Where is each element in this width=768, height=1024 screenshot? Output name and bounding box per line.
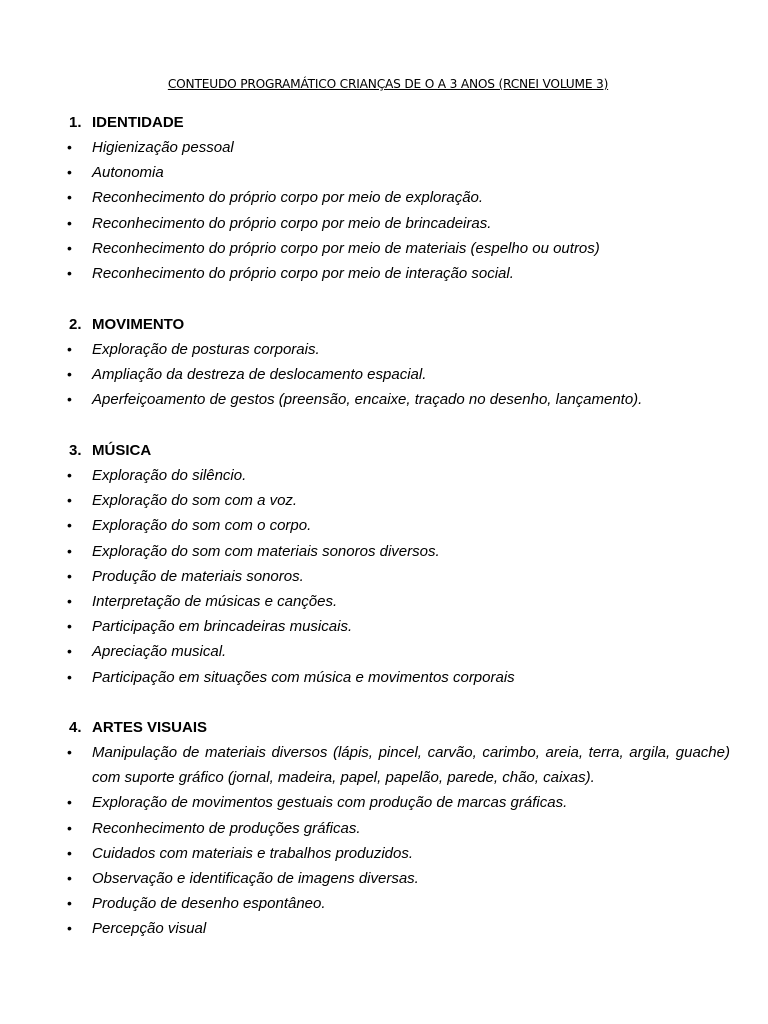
bullet-icon: • [67, 870, 72, 887]
list-item-text: Exploração de movimentos gestuais com produção de marcas gráficas. [92, 794, 568, 812]
section-number: 4. [69, 719, 82, 736]
bullet-icon: • [67, 794, 72, 811]
list-item [0, 665, 768, 690]
list-item-text: Interpretação de músicas e canções. [92, 593, 338, 611]
bullet-icon: • [67, 139, 72, 155]
bullet-icon: • [67, 467, 72, 483]
list-item [0, 261, 768, 286]
list-item-text: Reconhecimento do próprio corpo por meio de brincadeiras. [92, 214, 492, 232]
bullet-icon: • [67, 819, 72, 836]
list-item-text: Autonomia [92, 164, 164, 182]
list-item [0, 362, 768, 387]
list-item [0, 488, 768, 513]
section-artes-visuais [0, 715, 768, 942]
section-title: ARTES VISUAIS [92, 719, 208, 736]
list-item [0, 539, 768, 564]
list-item [0, 891, 768, 916]
list-item [0, 589, 768, 614]
list-item-text: Reconhecimento do próprio corpo por meio de materiais (espelho ou outros) [92, 239, 600, 257]
bullet-icon: • [67, 517, 72, 534]
list-item [0, 513, 768, 538]
list-item [0, 463, 768, 488]
section-movimento [0, 312, 768, 413]
list-item-text: Participação em brincadeiras musicais. [92, 618, 353, 636]
list-item [0, 841, 768, 866]
list-item-text: Exploração do som com a voz. [92, 492, 298, 510]
bullet-icon: • [67, 265, 72, 282]
list-item [0, 211, 768, 236]
bullet-icon: • [67, 366, 72, 383]
list-item [0, 816, 768, 841]
section-heading [0, 312, 768, 337]
bullet-icon: • [67, 391, 72, 408]
section-heading [0, 715, 768, 740]
section-title: MÚSICA [92, 442, 152, 459]
list-item [0, 337, 768, 362]
list-item [0, 614, 768, 639]
bullet-icon: • [67, 492, 72, 509]
bullet-icon: • [67, 542, 72, 559]
list-item [0, 740, 768, 790]
bullet-icon: • [67, 593, 72, 610]
list-item-text: Reconhecimento do próprio corpo por meio de interação social. [92, 265, 514, 283]
bullet-icon: • [67, 643, 72, 660]
bullet-icon: • [67, 341, 72, 357]
list-item [0, 135, 768, 160]
section-heading [0, 438, 768, 463]
list-item [0, 639, 768, 664]
list-item [0, 866, 768, 891]
list-item-text: Ampliação da destreza de deslocamento espacial. [92, 366, 427, 384]
list-item [0, 185, 768, 210]
list-item-text: Apreciação musical. [92, 643, 227, 661]
bullet-icon: • [67, 895, 72, 912]
section-number: 3. [69, 442, 82, 459]
section-number: 2. [69, 316, 82, 333]
list-item [0, 387, 768, 412]
list-item-text: Produção de materiais sonoros. [92, 567, 304, 585]
bullet-icon: • [67, 744, 72, 760]
section-heading [0, 110, 768, 135]
list-item-text: Manipulação de materiais diversos (lápis, pincel, carvão, carimbo, areia, terra, argila, guache) com suporte gráfico (jornal, madeira, papel, papelão, parede, chão, caixas). [92, 744, 730, 787]
list-item-text: Higienização pessoal [92, 139, 234, 156]
list-item-text: Reconhecimento de produções gráficas. [92, 819, 361, 837]
bullet-icon: • [67, 668, 72, 685]
bullet-icon: • [67, 214, 72, 231]
bullet-icon: • [67, 920, 72, 937]
bullet-icon: • [67, 618, 72, 635]
list-item-text: Exploração do silêncio. [92, 467, 247, 484]
bullet-icon: • [67, 567, 72, 584]
list-item-text: Participação em situações com música e movimentos corporais [92, 668, 515, 686]
section-number: 1. [69, 114, 82, 131]
list-item-text: Reconhecimento do próprio corpo por meio de exploração. [92, 189, 484, 207]
list-item [0, 564, 768, 589]
list-item [0, 790, 768, 815]
list-item [0, 236, 768, 261]
bullet-icon: • [67, 239, 72, 256]
list-item-text: Observação e identificação de imagens diversas. [92, 870, 419, 888]
list-item-text: Aperfeiçoamento de gestos (preensão, encaixe, traçado no desenho, lançamento). [92, 391, 643, 409]
list-item [0, 160, 768, 185]
section-identidade [0, 110, 768, 286]
bullet-icon: • [67, 164, 72, 181]
list-item-text: Produção de desenho espontâneo. [92, 895, 326, 913]
list-item-text: Exploração do som com o corpo. [92, 517, 312, 535]
list-item [0, 916, 768, 941]
document-title: CONTEUDO PROGRAMÁTICO CRIANÇAS DE O A 3 ANOS (RCNEI VOLUME 3) [167, 77, 609, 91]
bullet-icon: • [67, 844, 72, 861]
section-title: MOVIMENTO [92, 316, 185, 333]
list-item-text: Exploração de posturas corporais. [92, 341, 320, 358]
section-musica [0, 438, 768, 690]
list-item-text: Cuidados com materiais e trabalhos produzidos. [92, 844, 413, 862]
section-title: IDENTIDADE [92, 114, 184, 131]
bullet-icon: • [67, 189, 72, 206]
list-item-text: Exploração do som com materiais sonoros diversos. [92, 542, 440, 560]
list-item-text: Percepção visual [92, 920, 207, 938]
